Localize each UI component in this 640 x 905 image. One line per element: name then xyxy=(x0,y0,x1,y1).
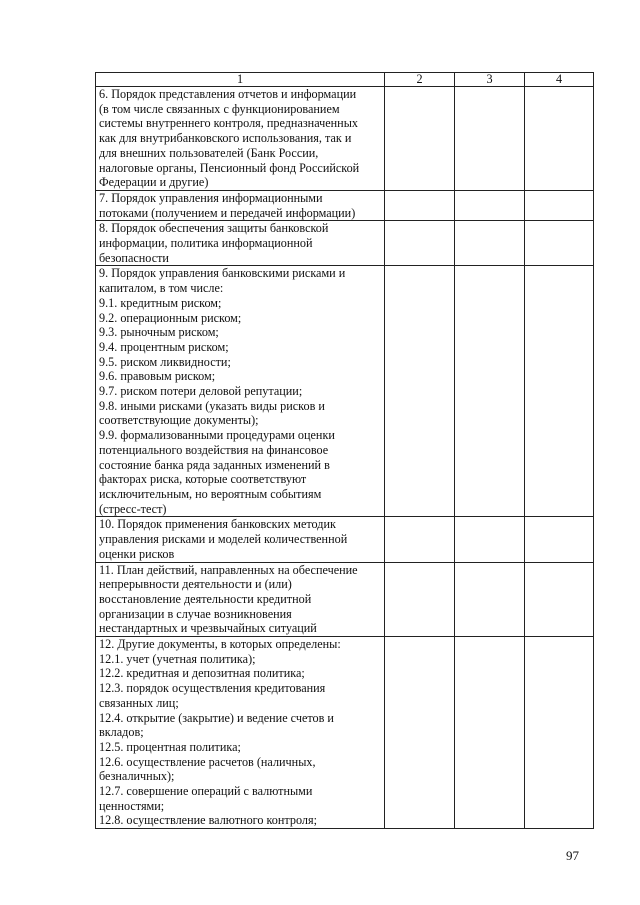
table-row xyxy=(96,87,594,191)
text-line: исключительным, но вероятным событиям xyxy=(99,486,322,501)
table-row xyxy=(96,562,594,637)
text-line: 12.5. процентная политика; xyxy=(99,739,241,754)
empty-cell-col-4 xyxy=(525,87,594,191)
text-line: 10. Порядок применения банковских методик xyxy=(99,517,336,532)
text-line: 9.3. рыночным риском; xyxy=(99,325,219,340)
text-line: системы внутреннего контроля, предназначенных xyxy=(99,116,358,131)
table-header-row xyxy=(96,73,594,87)
text-line: 12.2. кредитная и депозитная политика; xyxy=(99,666,305,681)
empty-cell-col-3 xyxy=(455,266,525,517)
text-line: связанных лиц; xyxy=(99,695,179,710)
header-cell-2: 2 xyxy=(385,73,455,87)
text-line: (стресс-тест) xyxy=(99,501,167,516)
text-line: нестандартных и чрезвычайных ситуаций xyxy=(99,621,317,636)
text-line: 9. Порядок управления банковскими рисками и xyxy=(99,266,346,281)
text-line: 9.6. правовым риском; xyxy=(99,369,216,384)
text-line: ценностями; xyxy=(99,798,165,813)
empty-cell-col-3 xyxy=(455,221,525,266)
header-cell-3: 3 xyxy=(455,73,525,87)
header-cell-4: 4 xyxy=(525,73,594,87)
text-line: капиталом, в том числе: xyxy=(99,281,224,296)
table-row xyxy=(96,221,594,266)
text-line: восстановление деятельности кредитной xyxy=(99,591,312,606)
empty-cell-col-3 xyxy=(455,87,525,191)
text-line: безналичных); xyxy=(99,769,175,784)
text-line: 12.3. порядок осуществления кредитования xyxy=(99,681,326,696)
table-row xyxy=(96,637,594,829)
row-description-cell xyxy=(96,517,385,562)
empty-cell-col-2 xyxy=(385,562,455,637)
text-line: 12.7. совершение операций с валютными xyxy=(99,784,313,799)
text-line: 12.6. осуществление расчетов (наличных, xyxy=(99,754,316,769)
row-description-cell xyxy=(96,562,385,637)
empty-cell-col-4 xyxy=(525,266,594,517)
text-line: 11. План действий, направленных на обеспечение xyxy=(99,562,358,577)
empty-cell-col-4 xyxy=(525,637,594,829)
empty-cell-col-3 xyxy=(455,562,525,637)
text-line: вкладов; xyxy=(99,725,144,740)
empty-cell-col-4 xyxy=(525,190,594,220)
text-line: налоговые органы, Пенсионный фонд Российской xyxy=(99,160,360,175)
row-description-cell xyxy=(96,221,385,266)
text-line: состояние банка ряда заданных изменений в xyxy=(99,457,330,472)
text-line: 6. Порядок представления отчетов и информации xyxy=(99,87,357,101)
text-line: 9.1. кредитным риском; xyxy=(99,295,222,310)
text-line: непрерывности деятельности и (или) xyxy=(99,577,292,592)
empty-cell-col-3 xyxy=(455,637,525,829)
table-row xyxy=(96,266,594,517)
text-line: 7. Порядок управления информационными xyxy=(99,190,323,205)
document-table xyxy=(95,72,594,829)
text-line: оценки рисков xyxy=(99,546,175,561)
empty-cell-col-3 xyxy=(455,190,525,220)
row-description-cell xyxy=(96,190,385,220)
row-description-cell xyxy=(96,637,385,829)
table-row xyxy=(96,190,594,220)
text-line: безопасности xyxy=(99,250,169,265)
row-description-cell xyxy=(96,87,385,191)
text-line: 8. Порядок обеспечения защиты банковской xyxy=(99,221,329,236)
text-line: (в том числе связанных с функционированием xyxy=(99,101,340,116)
text-line: 12.8. осуществление валютного контроля; xyxy=(99,813,317,828)
empty-cell-col-4 xyxy=(525,221,594,266)
empty-cell-col-4 xyxy=(525,517,594,562)
text-line: 12. Другие документы, в которых определены: xyxy=(99,637,341,652)
empty-cell-col-2 xyxy=(385,221,455,266)
text-line: 9.5. риском ликвидности; xyxy=(99,354,231,369)
text-line: как для внутрибанковского использования, так и xyxy=(99,131,352,146)
header-cell-1: 1 xyxy=(96,73,385,87)
text-line: управления рисками и моделей количественной xyxy=(99,532,348,547)
text-line: организации в случае возникновения xyxy=(99,606,292,621)
text-line: 12.4. открытие (закрытие) и ведение счетов и xyxy=(99,710,334,725)
empty-cell-col-2 xyxy=(385,637,455,829)
row-description-cell xyxy=(96,266,385,517)
empty-cell-col-3 xyxy=(455,517,525,562)
page-number: 97 xyxy=(566,848,579,863)
empty-cell-col-2 xyxy=(385,87,455,191)
text-line: 9.8. иными рисками (указать виды рисков и xyxy=(99,398,325,413)
text-line: соответствующие документы); xyxy=(99,413,259,428)
text-line: 9.7. риском потери деловой репутации; xyxy=(99,384,303,399)
text-line: 9.9. формализованными процедурами оценки xyxy=(99,428,335,443)
text-line: потоками (получением и передачей информации) xyxy=(99,205,356,220)
text-line: 9.2. операционным риском; xyxy=(99,310,242,325)
text-line: 9.4. процентным риском; xyxy=(99,339,229,354)
empty-cell-col-4 xyxy=(525,562,594,637)
text-line: Федерации и другие) xyxy=(99,175,209,190)
table-row xyxy=(96,517,594,562)
empty-cell-col-2 xyxy=(385,266,455,517)
text-line: информации, политика информационной xyxy=(99,236,313,251)
empty-cell-col-2 xyxy=(385,190,455,220)
text-line: факторах риска, которые соответствуют xyxy=(99,472,307,487)
text-line: 12.1. учет (учетная политика); xyxy=(99,651,256,666)
text-line: потенциального воздействия на финансовое xyxy=(99,442,329,457)
empty-cell-col-2 xyxy=(385,517,455,562)
text-line: для внешних пользователей (Банк России, xyxy=(99,145,319,160)
